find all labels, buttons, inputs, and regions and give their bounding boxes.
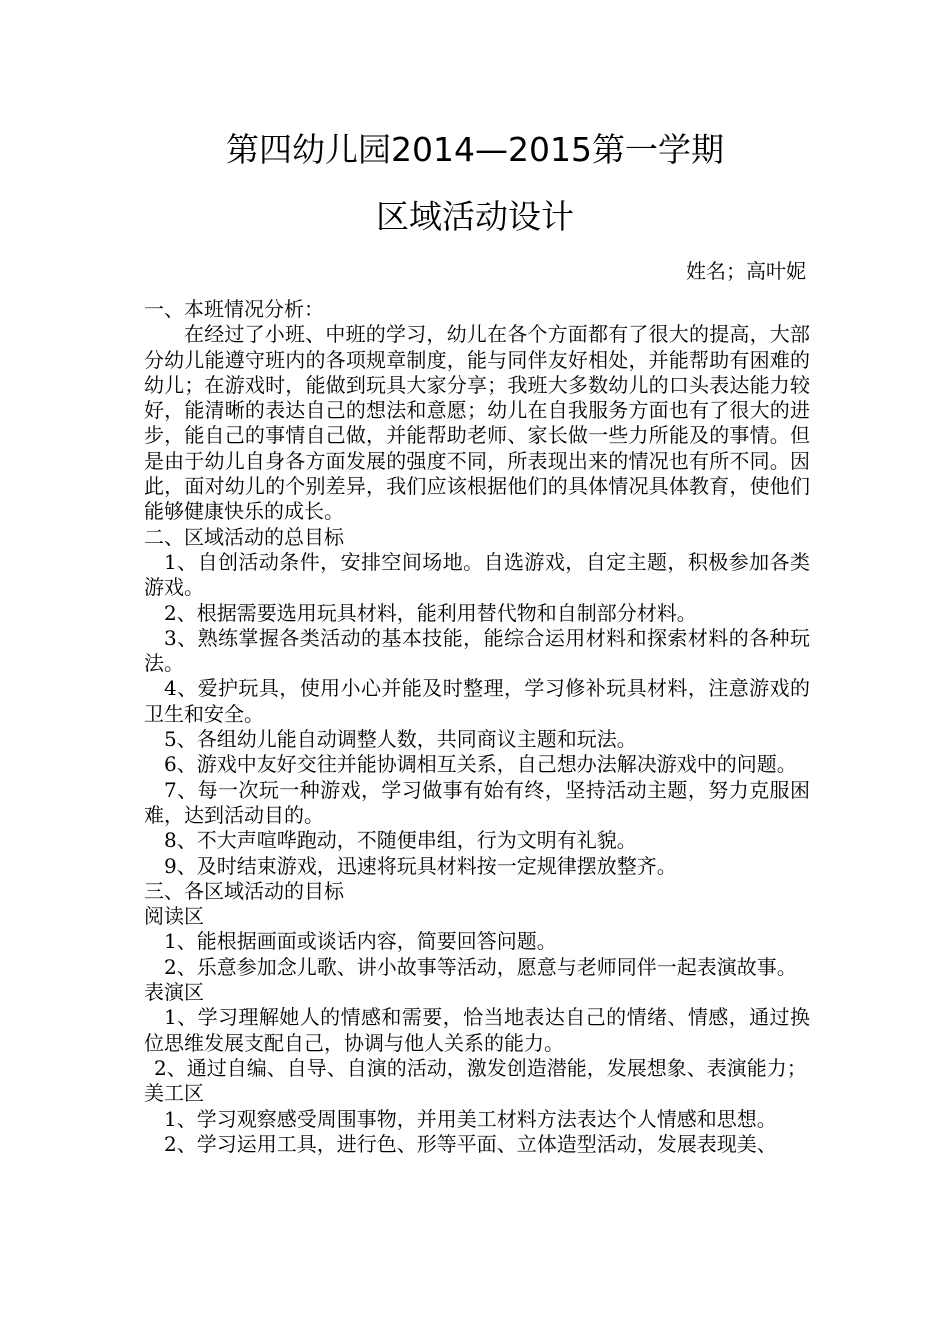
goal-item: 8、不大声喧哗跑动，不随便串组，行为文明有礼貌。 xyxy=(164,828,637,853)
document-body xyxy=(144,297,810,1157)
section-heading-overall-goals: 二、区域活动的总目标 xyxy=(144,524,344,549)
section-heading-area-goals: 三、各区域活动的目标 xyxy=(144,878,344,903)
art-goal-item: 2、学习运用工具，进行色、形等平面、立体造型活动，发展表现美、 xyxy=(164,1131,777,1156)
goal-item: 6、游戏中友好交往并能协调相互关系，自己想办法解决游戏中的问题。 xyxy=(164,752,797,777)
art-goal-item: 1、学习观察感受周围事物，并用美工材料方法表达个人情感和思想。 xyxy=(164,1106,777,1131)
performance-goal-item: 2、通过自编、自导、自演的活动，激发创造潜能，发展想象、表演能力； xyxy=(154,1055,807,1080)
goal-item: 1、自创活动条件，安排空间场地。自选游戏，自定主题，积极参加各类游戏。 xyxy=(144,549,810,600)
performance-goal-item: 1、学习理解她人的情感和需要，恰当地表达自己的情绪、情感，通过换位思维发展支配自己，协调与他人关系的能力。 xyxy=(144,1005,810,1055)
reading-goal-item: 1、能根据画面或谈话内容，简要回答问题。 xyxy=(164,929,557,954)
document-title-line2: 区域活动设计 xyxy=(376,197,574,236)
reading-goal-item: 2、乐意参加念儿歌、讲小故事等活动，愿意与老师同伴一起表演故事。 xyxy=(164,954,797,979)
class-analysis-paragraph: 在经过了小班、中班的学习，幼儿在各个方面都有了很大的提高，大部分幼儿能遵守班内的各项规章制度，能与同伴友好相处，并能帮助有困难的幼儿；在游戏时，能做到玩具大家分享；我班大多数幼儿的口头表达能力较好，能清晰的表达自己的想法和意愿；幼儿在自我服务方面也有了很大的进步，能自己的事情自己做，并能帮助老师、家长做一些力所能及的事情。但是由于幼儿自身各方面发展的强度不同，所表现出来的情况也有所不同。因此，面对幼儿的个别差异，我们应该根据他们的具体情况具体教育，使他们能够健康快乐的成长。 xyxy=(144,322,810,524)
author-line: 姓名；高叶妮 xyxy=(686,259,806,283)
document-title-line1: 第四幼儿园2014—2015第一学期 xyxy=(226,130,724,169)
goal-item: 7、每一次玩一种游戏，学习做事有始有终，坚持活动主题，努力克服困难，达到活动目的。 xyxy=(144,777,810,827)
goal-item: 4、爱护玩具，使用小心并能及时整理，学习修补玩具材料，注意游戏的卫生和安全。 xyxy=(144,676,810,726)
section-heading-class-analysis: 一、本班情况分析： xyxy=(144,297,324,321)
goal-item: 2、根据需要选用玩具材料，能利用替代物和自制部分材料。 xyxy=(164,600,697,625)
goal-item: 5、各组幼儿能自动调整人数，共同商议主题和玩法。 xyxy=(164,727,637,752)
area-label-performance: 表演区 xyxy=(144,980,204,1005)
goal-item: 3、熟练掌握各类活动的基本技能，能综合运用材料和探索材料的各种玩法。 xyxy=(144,625,810,676)
area-label-art: 美工区 xyxy=(144,1081,204,1106)
area-label-reading: 阅读区 xyxy=(144,904,204,929)
goal-item: 9、及时结束游戏，迅速将玩具材料按一定规律摆放整齐。 xyxy=(164,853,677,878)
